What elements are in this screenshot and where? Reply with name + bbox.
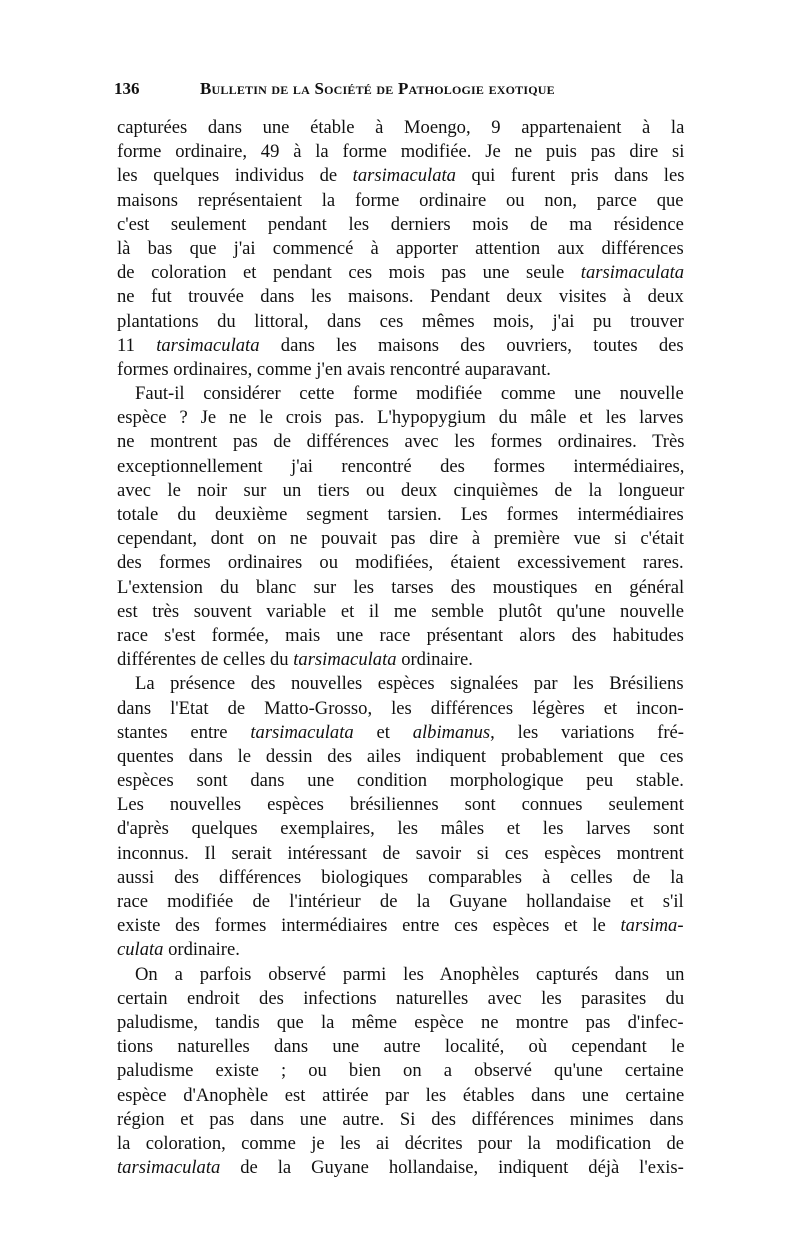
text-line: existe des formes intermédiaires entre ces espèces et le tarsima- [117, 915, 684, 937]
text-line: 11 tarsimaculata dans les maisons des ouvriers, toutes des [117, 334, 684, 356]
text-line: ne montrent pas de différences avec les formes ordinaires. Très [117, 431, 685, 453]
body-text [117, 116, 684, 1180]
text-line: aussi des différences biologiques comparables à celles de la [117, 866, 684, 888]
text-line: espèce ? Je ne le crois pas. L'hypopygium du mâle et les larves [117, 407, 684, 429]
italic-term: albimanus [412, 721, 491, 743]
text-line: exceptionnellement j'ai rencontré des formes intermédiaires, [117, 455, 685, 477]
text-line: c'est seulement pendant les derniers mois de ma résidence [117, 213, 684, 235]
text-line: paludisme existe ; ou bien on a observé qu'une certaine [117, 1060, 684, 1082]
text-line: différentes de celles du tarsimaculata ordinaire. [117, 649, 473, 671]
italic-term: tarsima- [620, 915, 684, 937]
text-line: formes ordinaires, comme j'en avais rencontré auparavant. [117, 358, 551, 380]
italic-term: tarsimaculata [117, 1157, 221, 1179]
text-line: région et pas dans une autre. Si des différences minimes dans [117, 1108, 684, 1130]
text-line: est très souvent variable et il me semble plutôt qu'une nouvelle [117, 600, 685, 622]
text-line: quentes dans le dessin des ailes indiquent probablement que ces [117, 745, 684, 767]
text-line: La présence des nouvelles espèces signalées par les Brésiliens [135, 673, 684, 695]
italic-term: tarsimaculata [293, 649, 397, 671]
text-line: forme ordinaire, 49 à la forme modifiée. Je ne puis pas dire si [117, 141, 685, 163]
text-line: inconnus. Il serait intéressant de savoir si ces espèces montrent [117, 842, 684, 864]
running-title: Bulletin de la Société de Pathologie exotique [200, 79, 555, 98]
italic-term: tarsimaculata [250, 721, 354, 743]
text-line: totale du deuxième segment tarsien. Les formes intermédiaires [117, 504, 684, 525]
text-line: race modifiée de l'intérieur de la Guyane hollandaise et s'il [117, 891, 684, 912]
text-line: avec le noir sur un tiers ou deux cinquièmes de la longueur [117, 479, 685, 501]
text-line: espèces sont dans une condition morphologique peu stable. [117, 770, 684, 792]
text-line: Faut-il considérer cette forme modifiée comme une nouvelle [135, 383, 684, 405]
text-line: culata ordinaire. [117, 939, 240, 961]
page-number: 136 [114, 79, 140, 98]
text-line: certain endroit des infections naturelles avec les parasites du [117, 987, 685, 1009]
text-line: stantes entre tarsimaculata et albimanus, les variations fré- [117, 721, 684, 743]
text-line: des formes ordinaires ou modifiées, étaient excessivement rares. [117, 552, 684, 574]
text-line: Les nouvelles espèces brésiliennes sont connues seulement [117, 794, 684, 816]
text-line: de coloration et pendant ces mois pas une seule tarsimaculata [117, 262, 685, 284]
text-line: là bas que j'ai commencé à apporter attention aux différences [117, 237, 684, 259]
text-line: dans l'Etat de Matto-Grosso, les différences légères et incon- [117, 697, 684, 719]
text-line: plantations du littoral, dans ces mêmes mois, j'ai pu trouver [117, 310, 684, 332]
text-line: ne fut trouvée dans les maisons. Pendant deux visites à deux [117, 286, 684, 308]
text-line: tions naturelles dans une autre localité, où cependant le [117, 1036, 685, 1058]
italic-term: culata [117, 939, 164, 961]
text-line: la coloration, comme je les ai décrites pour la modification de [117, 1132, 685, 1154]
text-line: capturées dans une étable à Moengo, 9 appartenaient à la [117, 117, 685, 138]
italic-term: tarsimaculata [156, 334, 260, 356]
text-line: On a parfois observé parmi les Anophèles capturés dans un [135, 963, 685, 985]
page-header [114, 72, 694, 106]
text-line: paludisme, tandis que la même espèce ne montre pas d'infec- [117, 1011, 684, 1033]
text-line: L'extension du blanc sur les tarses des moustiques en général [117, 576, 685, 598]
text-line: cependant, dont on ne pouvait pas dire à première vue si c'était [117, 528, 684, 550]
text-line: d'après quelques exemplaires, les mâles et les larves sont [117, 818, 685, 840]
text-line: espèce d'Anophèle est attirée par les étables dans une certaine [117, 1084, 685, 1106]
italic-term: tarsimaculata [352, 165, 456, 187]
text-line: les quelques individus de tarsimaculata qui furent pris dans les [117, 165, 685, 187]
text-line: maisons représentaient la forme ordinaire ou non, parce que [117, 189, 684, 211]
text-line: tarsimaculata de la Guyane hollandaise, indiquent déjà l'exis- [117, 1157, 684, 1179]
italic-term: tarsimaculata [580, 262, 685, 284]
text-line: race s'est formée, mais une race présentant alors des habitudes [117, 624, 684, 646]
